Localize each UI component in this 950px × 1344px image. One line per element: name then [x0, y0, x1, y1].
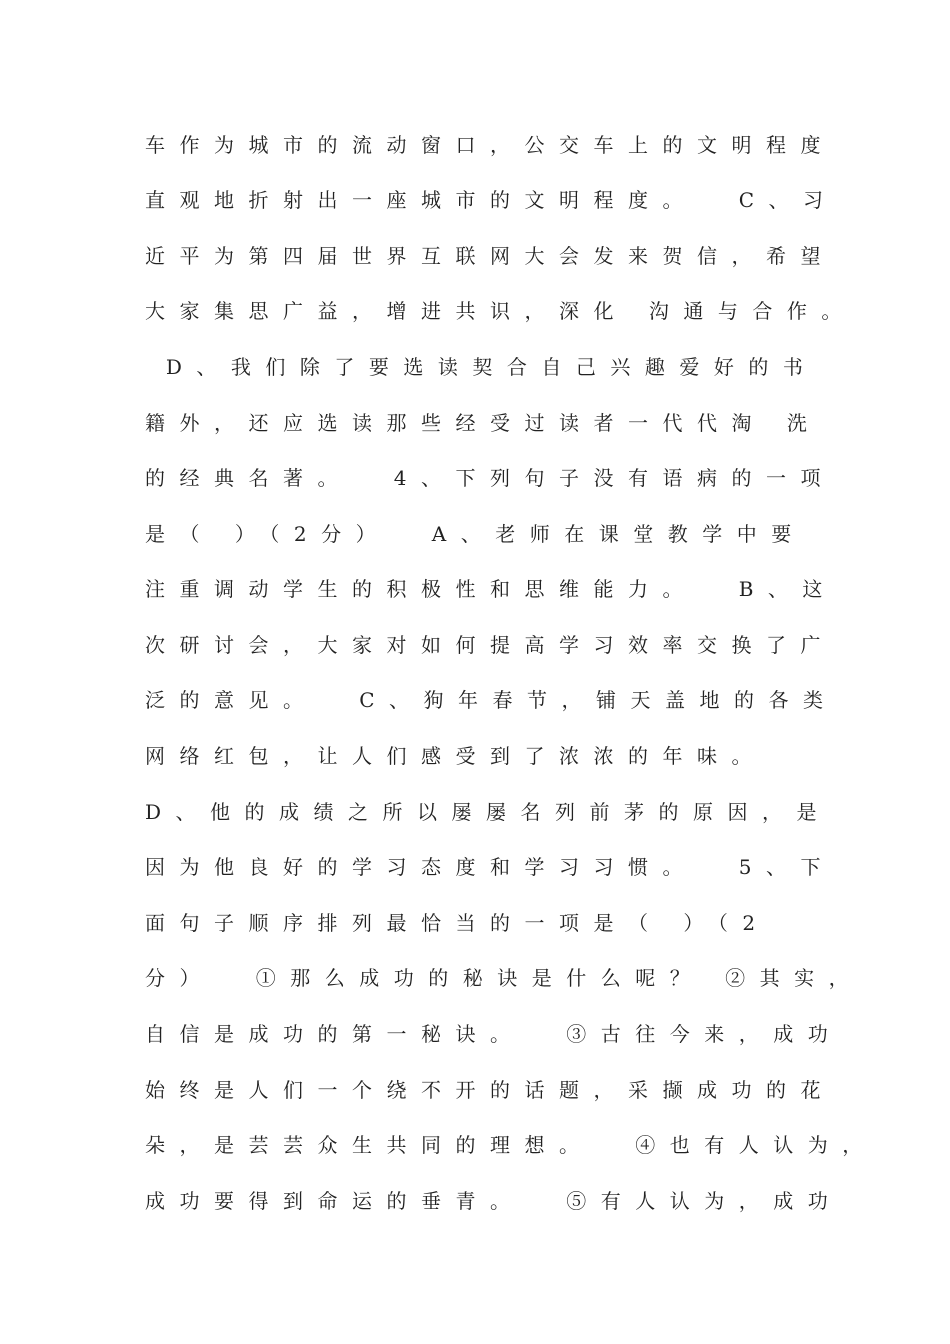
text-line: 分） ①那么成功的秘诀是什么呢？ ②其实，	[145, 966, 864, 990]
text-line: 注重调动学生的积极性和思维能力。 B、这	[145, 577, 837, 601]
text-line: 次研讨会，大家对如何提高学习效率交换了广	[145, 633, 835, 657]
text-line: 面句子顺序排列最恰当的一项是（ ）（2	[145, 911, 770, 935]
text-line: 自信是成功的第一秘诀。 ③古往今来，成功	[145, 1022, 843, 1046]
text-line: D、我们除了要选读契合自己兴趣爱好的书	[145, 355, 818, 379]
text-line: 成功要得到命运的垂青。 ⑤有人认为，成功	[145, 1189, 843, 1213]
text-line: 是（ ）（2分） A、老师在课堂教学中要	[145, 522, 806, 546]
text-line: 车作为城市的流动窗口，公交车上的文明程度	[145, 133, 835, 157]
text-line: 朵，是芸芸众生共同的理想。 ④也有人认为，	[145, 1133, 877, 1157]
text-line: 因为他良好的学习态度和学习习惯。 5、下	[145, 855, 835, 879]
text-line: D、他的成绩之所以屡屡名列前茅的原因，是	[145, 800, 832, 824]
text-line: 直观地折射出一座城市的文明程度。 C、习	[145, 188, 838, 212]
text-line: 网络红包，让人们感受到了浓浓的年味。	[145, 744, 766, 768]
text-line: 始终是人们一个绕不开的话题，采撷成功的花	[145, 1078, 835, 1102]
text-line: 的经典名著。 4、下列句子没有语病的一项	[145, 466, 835, 490]
text-line: 近平为第四届世界互联网大会发来贺信，希望	[145, 244, 835, 268]
text-line: 籍外，还应选读那些经受过读者一代代淘 洗	[145, 411, 822, 435]
text-line: 泛的意见。 C、狗年春节，铺天盖地的各类	[145, 688, 838, 712]
text-line: 大家集思广益，增进共识，深化 沟通与合作。	[145, 299, 856, 323]
